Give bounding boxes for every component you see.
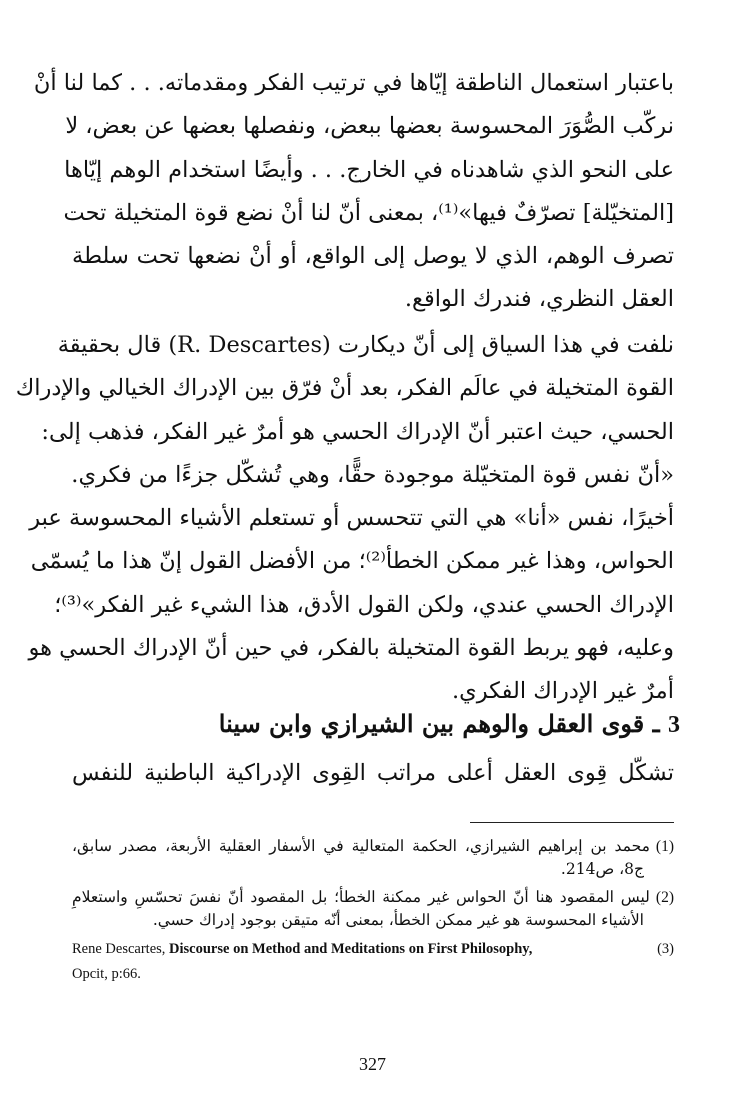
footnote-number: (1) <box>655 838 674 855</box>
footnote-1 <box>72 835 674 880</box>
footnote-book-title: Discourse on Method and Meditations on First Philosophy, <box>169 941 533 957</box>
text-line: على النحو الذي شاهدناه في الخارج. . . وأيضًا استخدام الوهم إيّاها <box>64 156 674 183</box>
footnotes <box>72 835 674 987</box>
text-line: تصرف الوهم، الذي لا يوصل إلى الواقع، أو أنْ نضعها تحت سلطة <box>72 243 674 270</box>
footnote-number: (2) <box>655 889 674 906</box>
footnote-2 <box>72 886 674 931</box>
text-line: الحواس، وهذا غير ممكن الخطأ⁽²⁾؛ من الأفضل القول إنّ هذا ما يُسمّى <box>30 548 674 575</box>
paragraph-3 <box>72 752 674 795</box>
footnote-number: (3) <box>657 941 674 957</box>
footnote-reference: Opcit, p:66. <box>72 966 141 982</box>
text-line: نلفت في هذا السياق إلى أنّ ديكارت (R. Descartes) قال بحقيقة <box>57 332 674 358</box>
footnote-author: Rene Descartes, <box>72 941 166 957</box>
text-line: أمرٌ غير الإدراك الفكري. <box>451 678 674 705</box>
section-dash: ـ <box>652 709 660 738</box>
section-title: قوى العقل والوهم بين الشيرازي وابن سينا <box>218 709 645 738</box>
text-line: أخيرًا، نفس «أنا» هي التي تتحسس أو تستعلم الأشياء المحسوسة عبر <box>29 505 674 532</box>
footnote-divider <box>470 822 674 823</box>
paragraph-2 <box>15 324 674 714</box>
text-line: العقل النظري، فندرك الواقع. <box>404 286 674 313</box>
text-line: «أنّ نفس قوة المتخيّلة موجودة حقًّا، وهي تُشكّل جزءًا من فكري. <box>71 461 674 488</box>
footnote-text: ليس المقصود هنا أنّ الحواس غير ممكنة الخطأ؛ بل المقصود أنّ نفسَ تحسّسِ واستعلامِ <box>72 888 650 906</box>
text-line: [المتخيّلة] تصرّفٌ فيها»⁽¹⁾، بمعنى أنّ لنا أنْ نضع قوة المتخيلة تحت <box>63 199 674 226</box>
text-line: نركّب الصُّوَرَ المحسوسة بعضها ببعض، ونفصلها بعضها عن بعض، لا <box>65 113 674 140</box>
text-line: تشكّل قِوى العقل أعلى مراتب القِوى الإدراكية الباطنية للنفس <box>72 760 674 786</box>
text-line: الحسي، حيث اعتبر أنّ الإدراك الحسي هو أمرٌ غير الفكر، فذهب إلى: <box>41 418 674 445</box>
text-line: باعتبار استعمال الناطقة إيّاها في ترتيب الفكر ومقدماته. . . كما لنا أنْ <box>33 70 674 96</box>
page-number: 327 <box>359 1054 386 1074</box>
text-line: وعليه، فهو يربط القوة المتخيلة بالفكر، في حين أنّ الإدراك الحسي هو <box>28 635 674 662</box>
text-line: الإدراك الحسي عندي، ولكن القول الأدق، هذا الشيء غير الفكر»⁽³⁾؛ <box>54 591 674 618</box>
section-heading <box>72 704 680 745</box>
paragraph-1 <box>33 62 674 322</box>
footnote-text: الأشياء المحسوسة هو غير ممكن الخطأ، بمعنى أنّه متيقن بوجود إدراك حسي. <box>152 911 644 929</box>
footnote-3 <box>72 937 674 987</box>
text-line: القوة المتخيلة في عالَم الفكر، بعد أنْ فرّق بين الإدراك الخيالي والإدراك <box>15 375 674 402</box>
footnote-text: ج8، ص214. <box>560 860 644 878</box>
section-number: 3 <box>668 712 680 738</box>
footnote-text: محمد بن إبراهيم الشيرازي، الحكمة المتعالية في الأسفار العقلية الأربعة، مصدر سابق، <box>72 837 650 855</box>
